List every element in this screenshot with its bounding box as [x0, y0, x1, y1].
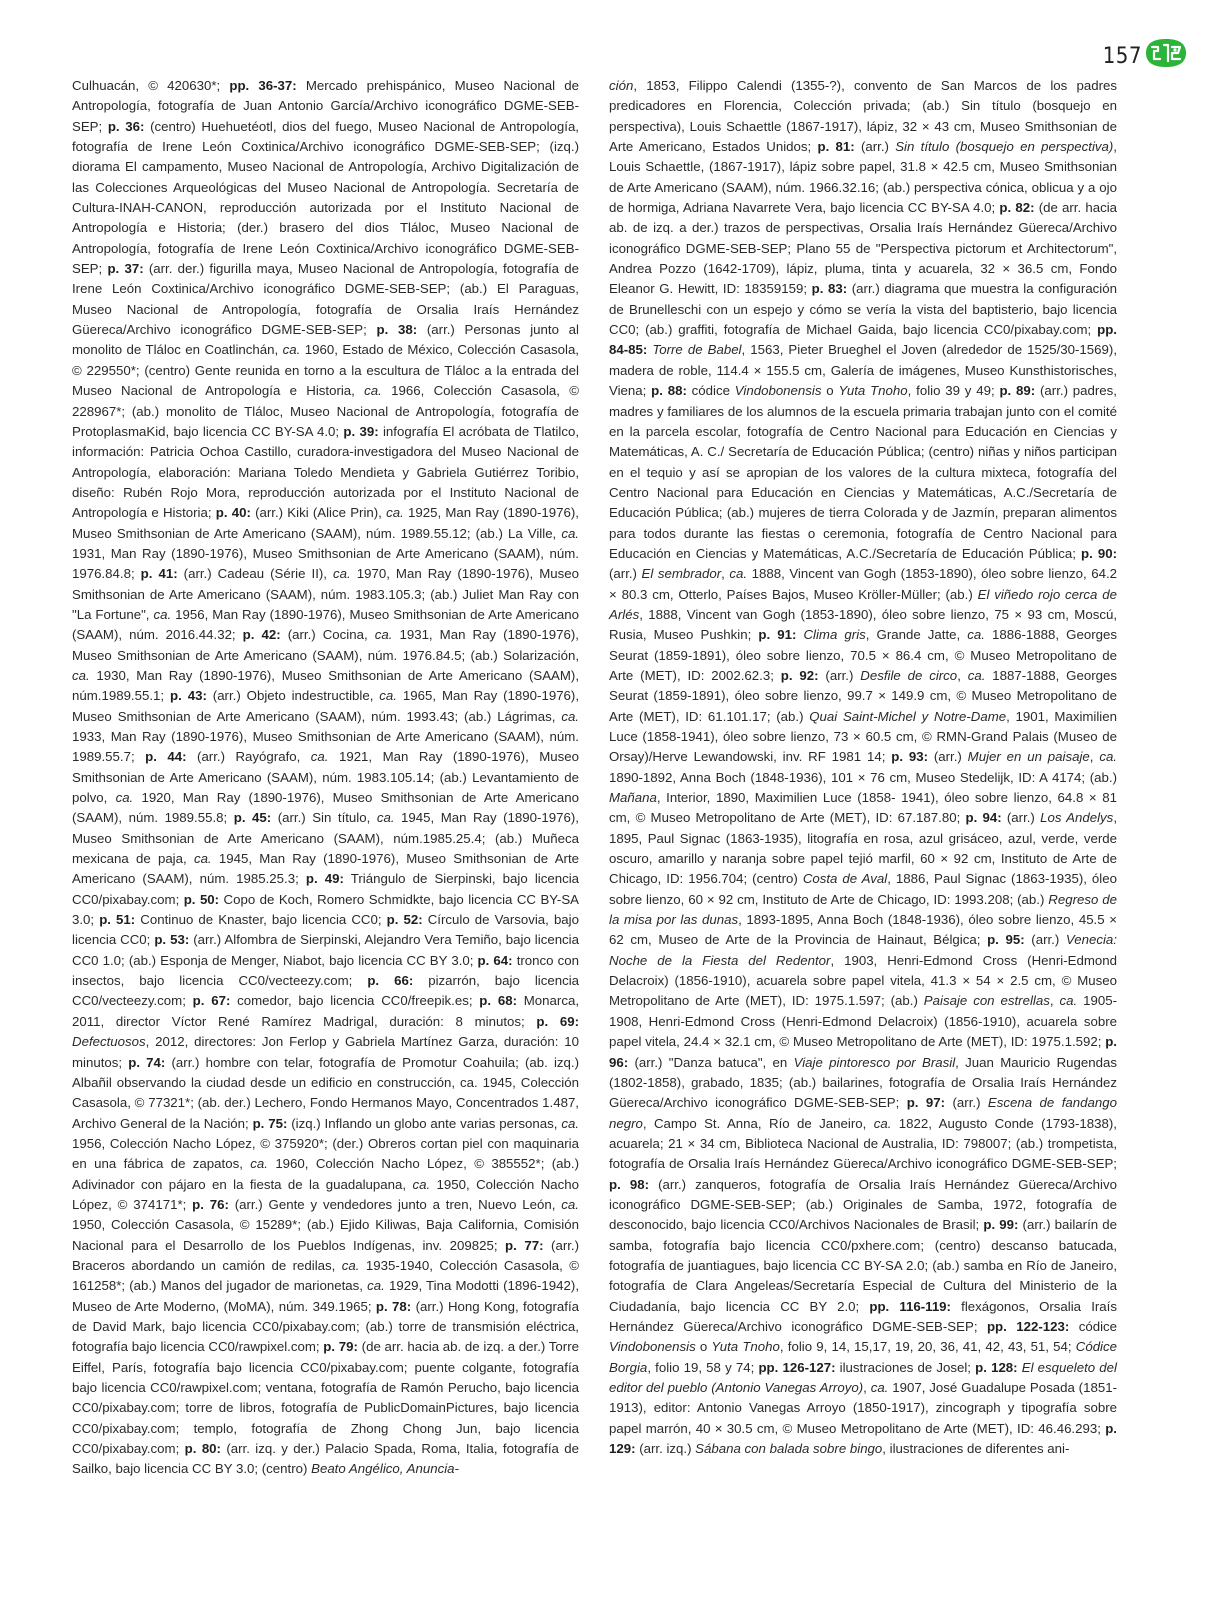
- credit-text: (de arr. hacia ab. de izq. a der.) Torre Eiffel, París, fotografía bajo licencia CC0/pixabay.com; puente colgante, fotografía bajo licencia CC0/rawpixel.com; ventana, fotografía de Ramón Perucho, bajo licencia CC0/pixabay.com; torre de libros, fotografía de PublicDomainPictures, bajo licencia CC0/pixabay.com; templo, fotografía de Zhong Chong Jun, bajo licencia CC0/pixabay.com;: [72, 1339, 579, 1457]
- work-title-text: Clima gris: [803, 627, 866, 643]
- credit-text: 1970, Man Ray (1890-1976), Museo Smithsonian de Arte Americano (SAAM), núm. 1983.105.3; (ab.) Juliet Man Ray con "La Fortune",: [72, 566, 580, 622]
- work-title-text: ca.: [282, 342, 301, 358]
- credit-text: , Campo St. Anna, Río de Janeiro,: [642, 1115, 874, 1131]
- credit-text: , folio 9, 14, 15,17, 19, 20, 36, 41, 42, 43, 51, 54;: [779, 1339, 1076, 1355]
- page-reference: pp. 122-123:: [986, 1318, 1070, 1334]
- page-reference: p. 45:: [233, 810, 272, 826]
- work-title-text: Sábana con balada sobre bingo: [695, 1441, 883, 1457]
- page-reference: p. 66:: [367, 973, 414, 989]
- credit-text: (arr.) zanqueros, fotografía de Orsalia Iraís Hernández Güereca/Archivo iconográfico DGME-SEB-SEP; (ab.) Originales de Samba, 1972, fotografía de desconocido, bajo licencia CC0/Archivos Nacionales de Brasil;: [609, 1176, 1117, 1233]
- page-reference: p. 77:: [505, 1237, 544, 1253]
- page-reference: p. 128:: [975, 1359, 1018, 1375]
- page-reference: p. 50:: [183, 891, 220, 907]
- credit-text: 1960, Colección Nacho López, © 385552*; (ab.) Adivinador con pájaro en la fiesta de la guadalupana,: [72, 1156, 579, 1192]
- work-title-text: Paisaje con estrellas: [923, 993, 1050, 1009]
- credit-text: comedor, bajo licencia CC0/freepik.es;: [230, 993, 480, 1009]
- page-reference: pp. 116-119:: [869, 1298, 951, 1314]
- work-title-text: Códice Borgia: [609, 1339, 1117, 1375]
- credit-text: (arr.) Gente y vendedores junto a tren, Nuevo León,: [228, 1196, 562, 1212]
- credit-text: (arr.) bailarín de samba, fotografía bajo licencia CC0/pxhere.com; (centro) descanso batucada, fotografía de juantiagues, bajo licencia CC BY-SA 2.0; (ab.) samba en Río de Janeiro, fotografía de Clara Angeleas/Secretaría Especial de Cultura del Ministerio de la Ciudadanía, bajo licencia CC BY 2.0;: [609, 1217, 1117, 1314]
- work-title-text: ca.: [561, 525, 579, 541]
- page-reference: p. 44:: [145, 749, 187, 765]
- credit-text: pizarrón, bajo licencia CC0/vecteezy.com;: [72, 973, 580, 1009]
- credit-text: , 1901, Maximilien Luce (1858-1941), óleo sobre lienzo, 73 × 60.5 cm, © RMN-Grand Palais (Museo de Orsay)/Herve Lewandowski, inv. RF 1981 14;: [609, 708, 1117, 765]
- credit-text: Continuo de Knaster, bajo licencia CC0;: [135, 912, 387, 928]
- page-reference: p. 39:: [343, 423, 379, 439]
- work-title-text: Los Andelys: [1040, 810, 1114, 826]
- page-reference: p. 43:: [170, 688, 207, 704]
- credit-text: , 1853, Filippo Calendi (1355-?), convento de San Marcos de los padres predicadores en Florencia, Colección privada; (ab.) Sin título (bosquejo en perspectiva), Louis Schaettle (1867-1917), lápiz, 32 × 43 cm, Museo Smithsonian de Arte Americano, Estados Unidos;: [609, 78, 1117, 155]
- work-title-text: Escena de fandango negro: [609, 1095, 1117, 1131]
- credit-text: Monarca, 2011, director Víctor René Ramírez Madrigal, duración: 8 minutos;: [72, 993, 580, 1029]
- credit-text: , Juan Mauricio Rugendas (1802-1858), grabado, 1835; (ab.) bailarines, fotografía de Orsalia Iraís Hernández Güereca/Archivo iconográfico DGME-SEB-SEP;: [609, 1054, 1117, 1111]
- page-reference: p. 88:: [651, 383, 687, 399]
- credit-text: ,: [721, 566, 730, 582]
- page-reference: p. 98:: [609, 1176, 649, 1192]
- credit-text: 1921, Man Ray (1890-1976), Museo Smithsonian de Arte Americano (SAAM), núm. 1983.105.14; (ab.) Levantamiento de polvo,: [72, 749, 580, 806]
- credit-text: 1931, Man Ray (1890-1976), Museo Smithsonian de Arte Americano (SAAM), núm. 1976.84.8;: [72, 545, 579, 582]
- credit-text: 1822, Augusto Conde (1793-1838), acuarela; 21 × 34 cm, Biblioteca Nacional de Australia, ID: 798007; (ab.) trompetista, fotografía de Orsalia Iraís Hernández Güereca/Archivo iconográfico DGME-SEB-SEP;: [609, 1115, 1117, 1172]
- page-reference: p. 99:: [983, 1217, 1019, 1233]
- credit-text: 1888, Vincent van Gogh (1853-1890), óleo sobre lienzo, 64.2 × 80.3 cm, Otterlo, Países Bajos, Museo Kröller-Müller; (ab.): [609, 566, 1117, 602]
- page-reference: pp. 84-85:: [609, 322, 1117, 358]
- page-reference: p. 90:: [1081, 545, 1118, 561]
- page-reference: pp. 36-37:: [229, 78, 297, 93]
- credit-text: Círculo de Varsovia, bajo licencia CC0;: [72, 912, 579, 948]
- work-title-text: Mañana: [609, 790, 657, 806]
- credit-text: (arr.): [818, 667, 861, 683]
- work-title-text: ción: [609, 78, 634, 93]
- credit-text: 1930, Man Ray (1890-1976), Museo Smithsonian de Arte Americano (SAAM), núm.1989.55.1;: [72, 667, 579, 704]
- page-reference: p. 81:: [817, 139, 855, 155]
- credit-text: 1965, Man Ray (1890-1976), Museo Smithsonian de Arte Americano (SAAM), núm. 1993.43; (ab.) Lágrimas,: [72, 688, 580, 724]
- credit-text: códice: [686, 383, 735, 399]
- work-title-text: ca.: [72, 667, 90, 683]
- page-reference: p. 38:: [376, 322, 418, 338]
- credit-text: , 1893-1895, Anna Boch (1848-1936), óleo sobre lienzo, 45.5 × 62 cm, Museo de Arte de la Provincia de Hainaut, Bélgica;: [609, 912, 1117, 948]
- page-reference: p. 89:: [999, 383, 1036, 399]
- page-reference: p. 42:: [242, 627, 281, 643]
- credit-text: códice: [1069, 1318, 1118, 1334]
- work-title-text: ca.: [561, 708, 579, 724]
- credit-text: (arr.) diagrama que muestra la configuración de Brunelleschi con un espejo y cómo se vería la vista del baptisterio, bajo licencia CC0; (ab.) graffiti, fotografía de Michael Gaida, bajo licencia CC0/pixabay.com;: [609, 281, 1117, 338]
- work-title-text: ca.: [1059, 993, 1078, 1009]
- work-title-text: ca.: [367, 1278, 385, 1294]
- credit-text: 1887-1888, Georges Seurat (1859-1891), óleo sobre lienzo, 99.7 × 149.9 cm, © Museo Metropolitano de Arte (MET), ID: 61.101.17; (ab.): [609, 667, 1118, 724]
- work-title-text: ca.: [412, 1176, 431, 1192]
- credit-text: , folio 39 y 49;: [907, 383, 1000, 399]
- credit-text: , 1888, Vincent van Gogh (1853-1890), óleo sobre lienzo, 75 × 93 cm, Moscú, Rusia, Museo Pushkin;: [609, 606, 1117, 643]
- work-title-text: ca.: [333, 566, 351, 582]
- credit-text: 1886-1888, Georges Seurat (1859-1891), óleo sobre lienzo, 70.5 × 86.4 cm, © Museo Metropolitano de Arte (MET), ID: 2002.62.3;: [609, 627, 1117, 683]
- credit-text: (arr.) Cadeau (Série II),: [177, 566, 334, 582]
- credit-text: (arr.) "Danza batuca", en: [628, 1054, 794, 1070]
- credit-text: (arr.) Objeto indestructible,: [206, 688, 380, 704]
- credit-text: , Interior, 1890, Maximilien Luce (1858- 1941), óleo sobre lienzo, 64.8 × 81 cm, © Museo Metropolitano de Arte (MET), ID: 67.187.80;: [609, 790, 1117, 826]
- page-reference: p. 67:: [192, 993, 231, 1009]
- credit-text: 1920, Man Ray (1890-1976), Museo Smithsonian de Arte Americano (SAAM), núm. 1989.55.8;: [72, 790, 579, 826]
- work-title-text: Vindobonensis: [609, 1339, 696, 1355]
- credit-text: , 1563, Pieter Brueghel el Joven (alrededor de 1525/30-1569), madera de roble, 114.4 × 155.5 cm, Galería de imágenes, Museo Kunsthistorisches, Viena;: [609, 342, 1118, 399]
- credit-text: , 1895, Paul Signac (1863-1935), litografía en rosa, azul grisáceo, azul, verde, verde oscuro, amarillo y naranja sobre papel tejió marfil, 60 × 92 cm, Instituto de Arte de Chicago, ID: 1956.704; (centro): [609, 810, 1117, 887]
- credit-text: flexágonos, Orsalia Iraís Hernández Güereca/Archivo iconográfico DGME-SEB-SEP;: [609, 1298, 1117, 1334]
- page-reference: p. 53:: [154, 932, 190, 948]
- credit-text: (centro) Huehuetéotl, dios del fuego, Museo Nacional de Antropología, fotografía de Irene León Coxtinica/Archivo iconográfico DGME-SEB-SEP; (izq.) diorama El campamento, Museo Nacional de Antropología, Archivo Digitalización de las Colecciones Arqueológicas del Museo Nacional de Antropología. Secretaría de Cultura-INAH-CANON, reproducción autorizada por el Instituto Nacional de Antropología e Historia; (der.) brasero del dios Tláloc, Museo Nacional de Antropología, fotografía de Irene León Coxtinica/Archivo iconográfico DGME-SEB-SEP;: [72, 118, 579, 277]
- credit-text: 1956, Colección Nacho López, © 375920*; (der.) Obreros cortan piel con maquinaria en una fábrica de zapatos,: [72, 1135, 579, 1172]
- credit-text: , Louis Schaettle, (1867-1917), lápiz sobre papel, 31.8 × 42.5 cm, Museo Smithsonian de Arte Americano (SAAM), núm. 1966.32.16; (ab.) perspectiva cónica, oblicua y a ojo de hormiga, Adriana Navarrete Vera, bajo licencia CC BY-SA 4.0;: [609, 139, 1117, 216]
- credit-text: 1950, Colección Casasola, © 15289*; (ab.) Ejido Kiliwas, Baja California, Comisión Nacional para el Desarrollo de los Pueblos Indígenas, inv. 209825;: [72, 1217, 579, 1253]
- work-title-text: Quai Saint-Michel y Notre-Dame: [809, 708, 1007, 724]
- green-glyph-logo-icon: [1144, 38, 1188, 68]
- page-number: 157: [1102, 44, 1142, 69]
- page-reference: p. 82:: [999, 200, 1035, 216]
- credit-text: tronco con insectos, bajo licencia CC0/vecteezy.com;: [72, 952, 579, 989]
- work-title-text: ca.: [341, 1257, 360, 1273]
- work-title-text: Beato Angélico, Anuncia-: [311, 1461, 459, 1477]
- page-reference: p. 83:: [811, 281, 848, 297]
- page-reference: p. 95:: [987, 932, 1025, 948]
- credit-text: , Grande Jatte,: [865, 627, 968, 643]
- work-title-text: ca.: [193, 851, 212, 867]
- work-title-text: Yuta Tnoho: [711, 1339, 780, 1355]
- work-title-text: ca.: [873, 1115, 892, 1131]
- work-title-text: ca.: [153, 606, 172, 622]
- work-title-text: Desfile de circo: [860, 667, 958, 683]
- credit-text: (arr.) Hong Kong, fotografía de David Mark, bajo licencia CC0/pixabay.com; (ab.) torre de transmisión eléctrica, fotografía bajo licencia CC0/rawpixel.com;: [72, 1298, 579, 1355]
- credit-text: (arr.) Kiki (Alice Prin),: [250, 505, 387, 521]
- credit-text: ,: [1049, 993, 1060, 1009]
- work-title-text: Costa de Aval: [802, 871, 888, 887]
- page-reference: pp. 126-127:: [758, 1359, 836, 1375]
- work-title-text: Mujer en un paisaje: [967, 749, 1090, 765]
- credit-text: (arr.): [609, 566, 642, 582]
- credit-text: (arr.): [945, 1095, 988, 1111]
- credit-text: (arr.) padres, madres y familiares de los alumnos de la escuela primaria trabajan junto con el comité en la parcela escolar, fotografía de Centro Nacional para Educación en Ciencias y Matemáticas, A. C./ Secretaría de Educación Pública; (centro) niñas y niños participan en el tequio y así se apropian de los valores de la cultura mixteca, fotografía del Centro Nacional para Educación en Ciencias y Matemáticas, A.C./Secretaría de Educación Pública; (ab.) mujeres de tierra Colorada y de Jazmín, preparan alimentos para todos durante las fiestas o ceremonia, fotografía de Centro Nacional para Educación en Ciencias y Matemáticas, A.C./Secretaría de Educación Pública;: [609, 383, 1117, 561]
- page-reference: p. 51:: [99, 912, 136, 928]
- work-title-text: ca.: [729, 566, 748, 582]
- page-reference: p. 97:: [906, 1095, 946, 1111]
- credit-text: (arr.) Cocina,: [280, 627, 375, 643]
- page-reference: p. 41:: [140, 566, 178, 582]
- credit-text: infografía El acróbata de Tlatilco, información: Patricia Ochoa Castillo, curadora-investigadora del Museo Nacional de Antropología, elaboración: Mariana Toledo Mendieta y Gabriela Gutiérrez Toribio, diseño: Rubén Rojo Mora, reproducción autorizada por el Instituto Nacional de Antropología e Historia;: [72, 423, 579, 521]
- page-reference: p. 69:: [536, 1013, 580, 1029]
- credit-text: (izq.) Inflando un globo ante varias personas,: [287, 1115, 562, 1131]
- credit-text: 1935-1940, Colección Casasola, © 161258*; (ab.) Manos del jugador de marionetas,: [72, 1257, 580, 1294]
- page-reference: p. 37:: [107, 261, 144, 277]
- credit-text: 1890-1892, Anna Boch (1848-1936), 101 × 76 cm, Museo Stedelijk, ID: A 4174; (ab.): [609, 769, 1117, 785]
- work-title-text: ca.: [250, 1156, 268, 1172]
- work-title-text: ca.: [115, 790, 134, 806]
- credit-text: 1966, Colección Casasola, © 228967*; (ab.) monolito de Tláloc, Museo Nacional de Antropología, fotografía de ProtoplasmaKid, bajo licencia CC BY-SA 4.0;: [72, 383, 580, 439]
- page-reference: p. 78:: [375, 1298, 412, 1314]
- page-reference: p. 92:: [780, 667, 819, 683]
- credit-text: (arr.) Alfombra de Sierpinski, Alejandro Vera Temiño, bajo licencia CC0 1.0; (ab.) Esponja de Menger, Niabot, bajo licencia CC BY 3.0;: [72, 932, 579, 968]
- credit-text: 1907, José Guadalupe Posada (1851-1913), editor: Antonio Vanegas Arroyo (1850-1917), zincograph y tipografía sobre papel marrón, 40 × 30.5 cm, © Museo Metropolitano de Arte (MET), ID: 46.46.293;: [609, 1380, 1117, 1436]
- page-reference: p. 75:: [252, 1115, 288, 1131]
- credit-text: (arr.): [928, 749, 968, 765]
- work-title-text: ca.: [310, 749, 329, 765]
- credit-text: 1933, Man Ray (1890-1976), Museo Smithsonian de Arte Americano (SAAM), núm. 1989.55.7;: [72, 729, 579, 765]
- credit-text: , 1886, Paul Signac (1863-1935), óleo sobre lienzo, 60 × 92 cm, Instituto de Arte de Chicago, ID: 1993.208; (ab.): [609, 871, 1117, 907]
- credit-text: (arr. izq. y der.) Palacio Spada, Roma, Italia, fotografía de Sailko, bajo licencia CC BY 3.0; (centro): [72, 1441, 579, 1477]
- work-title-text: ca.: [374, 627, 393, 643]
- work-title-text: ca.: [561, 1115, 580, 1131]
- credit-text: Culhuacán, © 420630*;: [72, 78, 230, 93]
- work-title-text: ca.: [376, 810, 395, 826]
- credit-text: (arr.): [854, 139, 896, 155]
- work-title-text: ca.: [379, 688, 397, 704]
- work-title-text: ca.: [967, 627, 985, 643]
- page-reference: p. 129:: [609, 1420, 1117, 1457]
- credit-text: 1945, Man Ray (1890-1976), Museo Smithsonian de Arte Americano (SAAM), núm. 1985.25.3;: [72, 851, 579, 887]
- credit-text: 1905-1908, Henri-Edmond Cross (Henri-Edmond Delacroix) (1856-1910), acuarela sobre papel vitela, 24.4 × 32.1 cm, © Museo Metropolitano de Arte (MET), ID: 1975.1.592;: [609, 993, 1117, 1050]
- credit-text: ,: [863, 1380, 871, 1395]
- work-title-text: ca.: [386, 505, 404, 521]
- work-title-text: El sembrador: [641, 566, 722, 582]
- credit-text: , 2012, directores: Jon Ferlop y Gabriela Martínez Garza, duración: 10 minutos;: [72, 1034, 579, 1070]
- page-reference: p. 76:: [192, 1196, 229, 1212]
- credit-text: ,: [957, 667, 968, 683]
- left-column: [72, 76, 579, 1480]
- credit-text: , ilustraciones de diferentes ani-: [882, 1441, 1070, 1457]
- page-reference: p. 64:: [477, 952, 513, 968]
- page-reference: p. 52:: [386, 912, 423, 928]
- page-reference: p. 94:: [965, 810, 1002, 826]
- credit-text: 1929, Tina Modotti (1896-1942), Museo de Arte Moderno, (MoMA), núm. 349.1965;: [72, 1278, 579, 1314]
- credit-text: (arr.) hombre con telar, fotografía de Promotur Coahuila; (ab. izq.) Albañil observando la ciudad desde un edificio en construcción, ca. 1945, Colección Casasola, © 77321*; (ab. der.) Lechero, Fondo Hermanos Mayo, Concentrados 1.487, Archivo General de la Nación;: [72, 1054, 579, 1131]
- work-title-text: Torre de Babel: [652, 342, 742, 358]
- credit-text: (de arr. hacia ab. de izq. a der.) trazos de perspectivas, Orsalia Iraís Hernández Güereca/Archivo iconográfico DGME-SEB-SEP; Plano 55 de "Perspectiva pictorum et Architectorum", Andrea Pozzo (1642-1709), lápiz, pluma, tinta y acuarela, 32 × 36.5 cm, Fondo Eleanor G. Hewitt, ID: 18359159;: [609, 200, 1118, 297]
- page-reference: p. 91:: [758, 627, 797, 643]
- work-title-text: ca.: [1099, 749, 1117, 765]
- credit-text: 1945, Man Ray (1890-1976), Museo Smithsonian de Arte Americano (SAAM), núm.1985.25.4; (ab.) Muñeca mexicana de paja,: [72, 810, 579, 867]
- credit-text: Mercado prehispánico, Museo Nacional de Antropología, fotografía de Juan Antonio García/Archivo iconográfico DGME-SEB-SEP;: [72, 78, 579, 134]
- credit-text: Copo de Koch, Romero Schmidkte, bajo licencia CC BY-SA 3.0;: [72, 891, 579, 928]
- work-title-text: Sin título (bosquejo en perspectiva): [895, 139, 1114, 155]
- credit-text: (arr. der.) figurilla maya, Museo Nacional de Antropología, fotografía de Irene León Coxtinica/Archivo iconográfico DGME-SEB-SEP; (ab.) El Paraguas, Museo Nacional de Antropología, fotografía de Orsalia Iraís Hernández Güereca/Archivo iconográfico DGME-SEB-SEP;: [72, 261, 579, 338]
- work-title-text: Defectuosos: [72, 1034, 146, 1050]
- work-title-text: Vindobonensis: [734, 383, 822, 399]
- work-title-text: Venecia: Noche de la Fiesta del Redentor: [609, 932, 1117, 968]
- page-reference: p. 74:: [128, 1054, 166, 1070]
- credit-text: Triángulo de Sierpinski, bajo licencia CC0/pixabay.com;: [72, 871, 580, 907]
- credit-text: 1960, Estado de México, Colección Casasola, © 229550*; (centro) Gente reunida en torno a la escultura de Tláloc a la entrada del Museo Nacional de Antropología e Historia,: [72, 342, 579, 399]
- work-title-text: El viñedo rojo cerca de Arlés: [609, 586, 1117, 622]
- page-reference: p. 80:: [184, 1441, 221, 1457]
- credit-text: ,: [1089, 749, 1100, 765]
- credit-text: 1956, Man Ray (1890-1976), Museo Smithsonian de Arte Americano (SAAM), núm. 2016.44.32;: [72, 606, 579, 643]
- credit-text: (arr. izq.): [635, 1441, 696, 1457]
- credit-text: ilustraciones de Josel;: [835, 1359, 976, 1375]
- work-title-text: Regreso de la misa por las dunas: [609, 891, 1117, 928]
- credit-text: , 1903, Henri-Edmond Cross (Henri-Edmond Delacroix) (1856-1910), acuarela sobre papel vitela, 41.3 × 54 × 2.5 cm, © Museo Metropolitano de Arte (MET), ID: 1975.1.597; (ab.): [609, 952, 1117, 1009]
- page-reference: p. 68:: [479, 993, 517, 1009]
- page-reference: p. 96:: [609, 1034, 1117, 1070]
- credit-text: (arr.) Braceros abordando un camión de redilas,: [72, 1237, 580, 1273]
- right-column: [609, 76, 1117, 1459]
- page-reference: p. 40:: [215, 505, 251, 521]
- page-reference: p. 49:: [305, 871, 344, 887]
- work-title-text: ca.: [561, 1196, 579, 1212]
- page-reference: p. 79:: [323, 1339, 358, 1355]
- work-title-text: ca.: [870, 1380, 889, 1395]
- credit-text: 1950, Colección Nacho López, © 374171*;: [72, 1176, 579, 1212]
- work-title-text: ca.: [967, 667, 986, 683]
- credit-text: o: [695, 1339, 712, 1355]
- credit-text: 1925, Man Ray (1890-1976), Museo Smithsonian de Arte Americano (SAAM), núm. 1989.55.12; (ab.) La Ville,: [72, 505, 579, 541]
- credit-text: , folio 19, 58 y 74;: [647, 1359, 759, 1375]
- credit-text: (arr.): [1024, 932, 1066, 948]
- credit-text: 1931, Man Ray (1890-1976), Museo Smithsonian de Arte Americano (SAAM), núm. 1976.84.5; (ab.) Solarización,: [72, 627, 579, 663]
- work-title-text: El esqueleto del editor del pueblo (Antonio Vanegas Arroyo): [609, 1359, 1117, 1395]
- credit-text: (arr.) Personas junto al monolito de Tláloc en Coatlinchán,: [72, 322, 579, 358]
- work-title-text: Viaje pintoresco por Brasil: [793, 1054, 956, 1070]
- page-reference: p. 36:: [107, 118, 145, 134]
- credit-text: o: [821, 383, 839, 399]
- credit-text: (arr.) Rayógrafo,: [186, 749, 311, 765]
- credit-text: (arr.) Sin título,: [271, 810, 377, 826]
- work-title-text: Yuta Tnoho: [838, 383, 908, 399]
- work-title-text: ca.: [364, 383, 382, 399]
- credit-text: (arr.): [1001, 810, 1041, 826]
- page-reference: p. 93:: [891, 749, 928, 765]
